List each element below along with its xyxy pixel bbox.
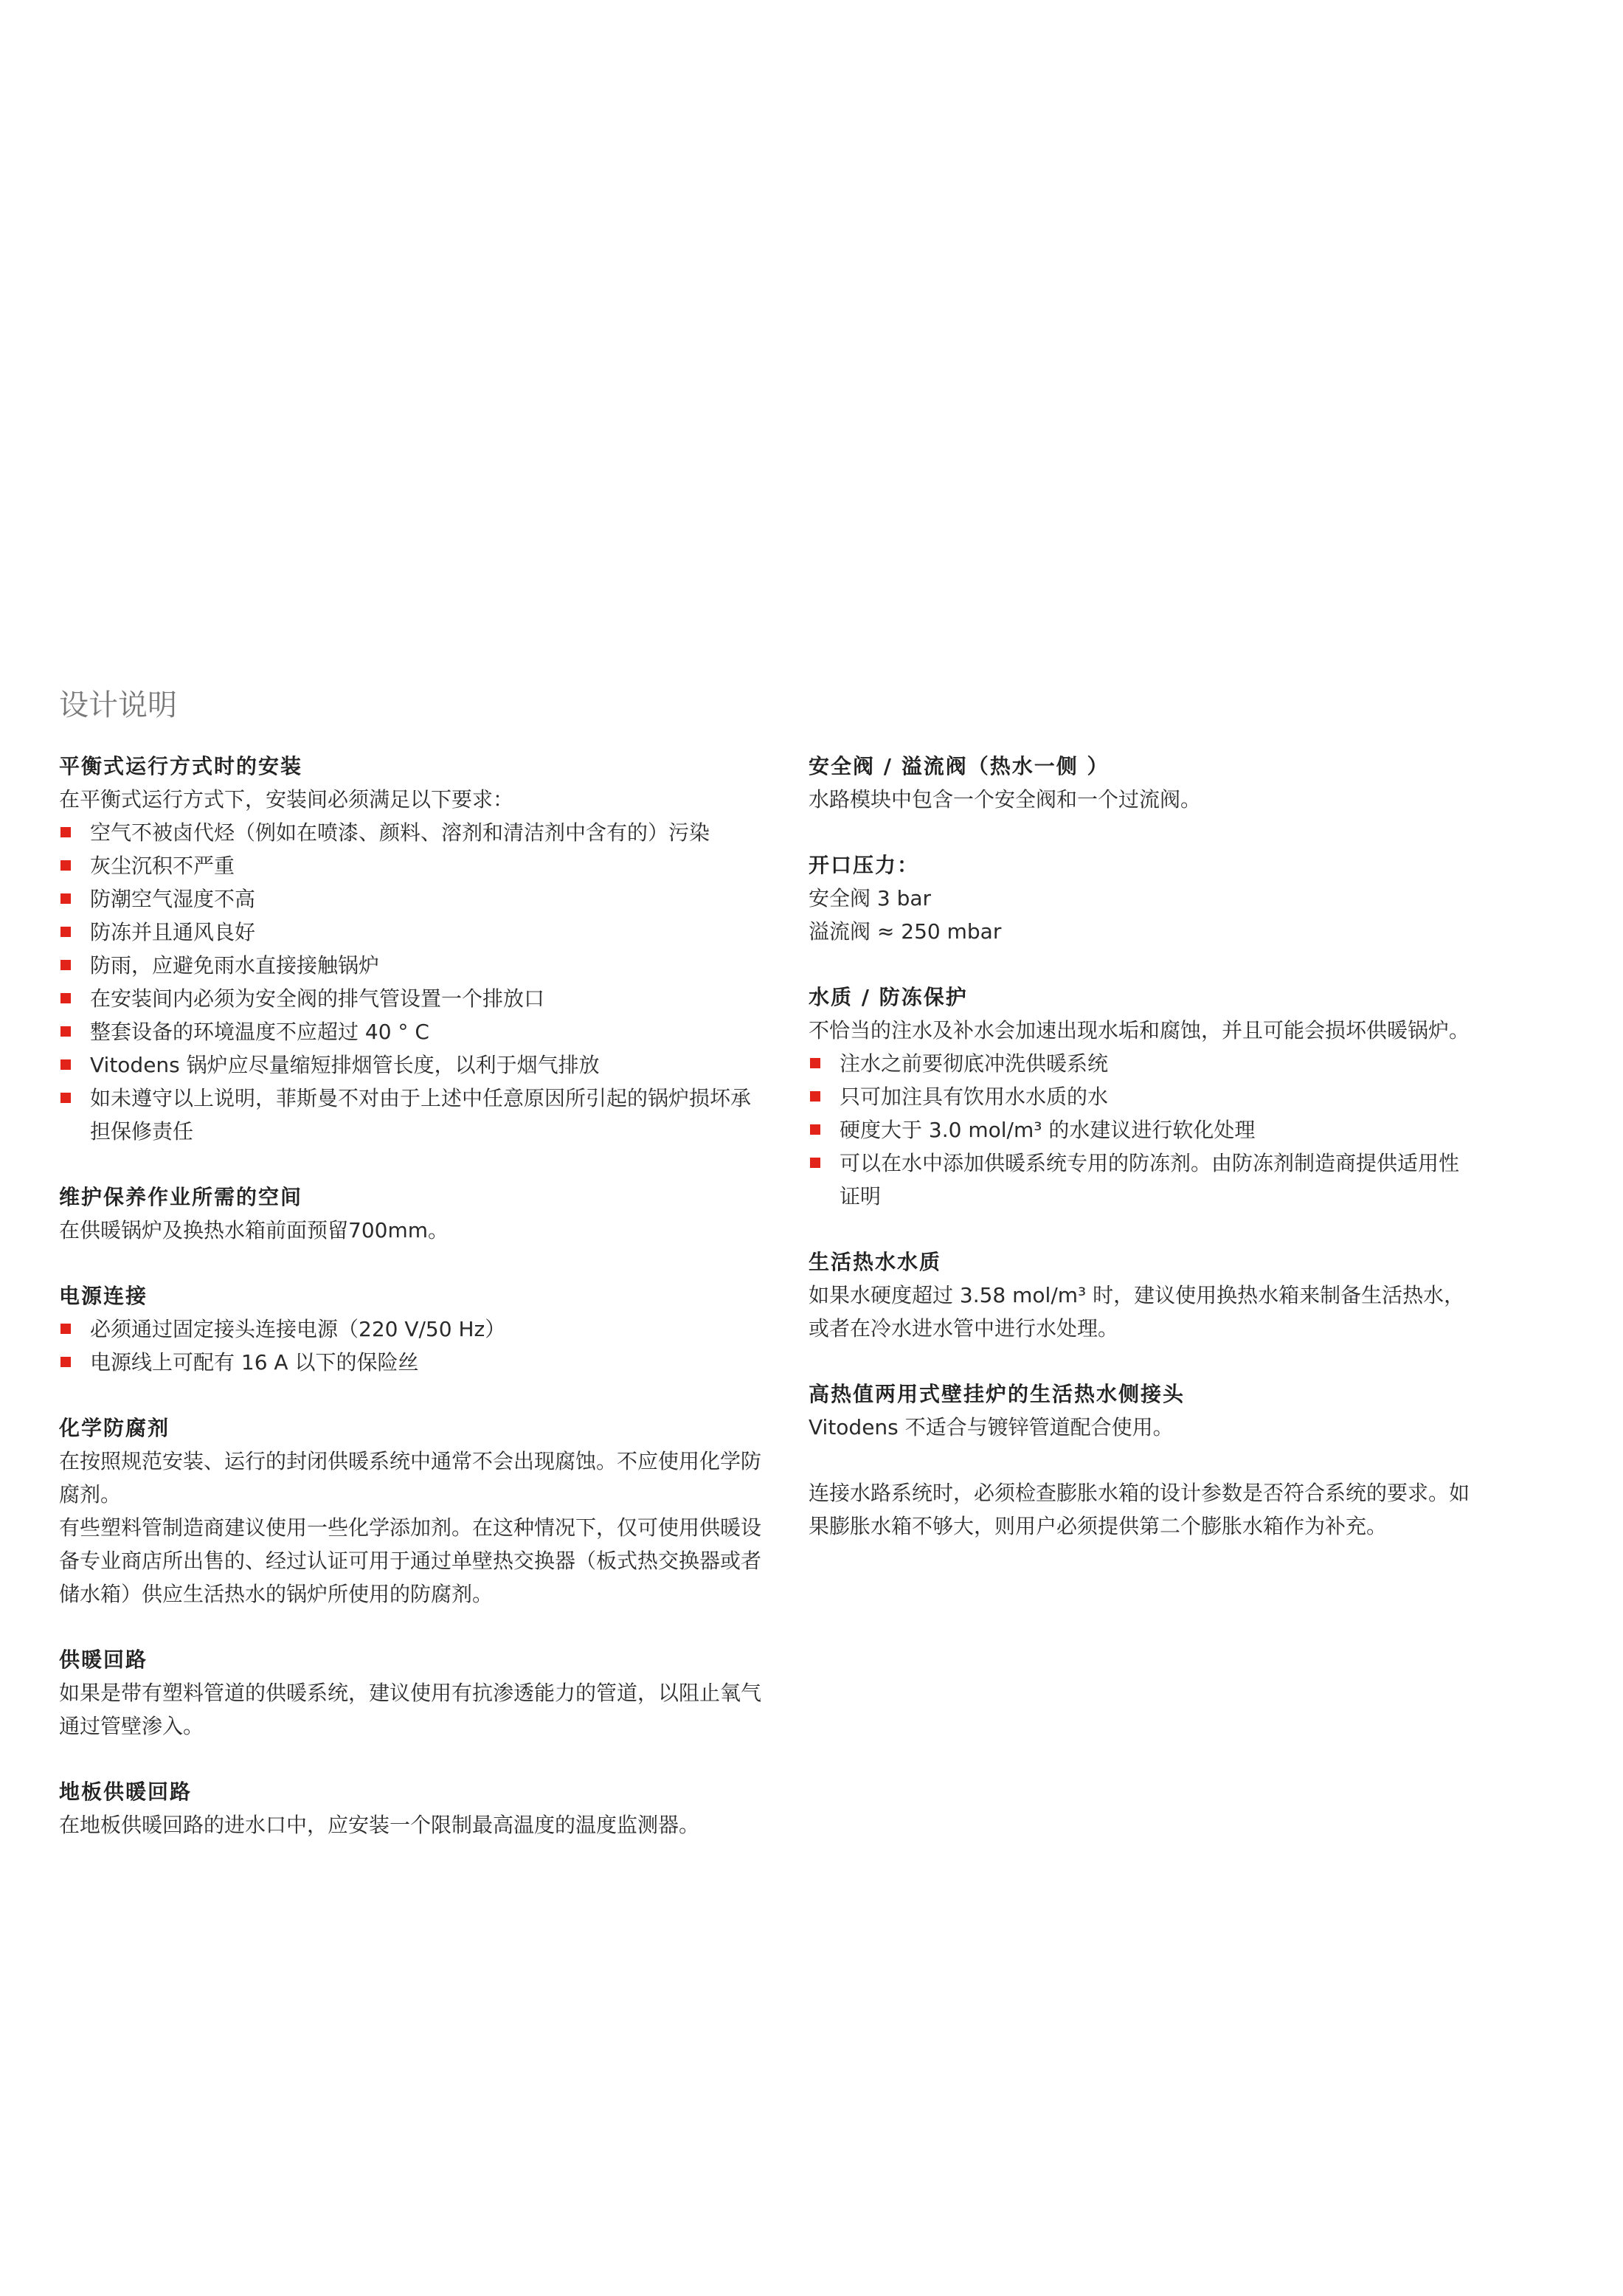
bullet-square-icon bbox=[60, 893, 71, 904]
list-item bbox=[59, 916, 767, 949]
list-item bbox=[59, 1015, 767, 1048]
section-floor-heating-circuit bbox=[59, 1775, 767, 1842]
section-combi-boiler-connection bbox=[809, 1377, 1473, 1444]
section-maintenance-space bbox=[59, 1180, 767, 1247]
section-heading: 平衡式运行方式时的安装 bbox=[59, 754, 303, 778]
list-item-text: Vitodens 锅炉应尽量缩短排烟管长度，以利于烟气排放 bbox=[90, 1053, 600, 1077]
bullet-square-icon bbox=[60, 860, 71, 871]
bullet-square-icon bbox=[810, 1091, 820, 1102]
list-item bbox=[59, 1346, 767, 1379]
bullet-square-icon bbox=[60, 993, 71, 1003]
section-heading: 安全阀 / 溢流阀（热水一侧 ） bbox=[809, 754, 1110, 778]
list-item bbox=[59, 816, 767, 849]
bullet-square-icon bbox=[60, 927, 71, 937]
right-column bbox=[809, 750, 1473, 1575]
list-item-text: 硬度大于 3.0 mol/m³ 的水建议进行软化处理 bbox=[840, 1118, 1256, 1142]
section-heading: 供暖回路 bbox=[59, 1647, 148, 1672]
list-item-text: 防潮空气湿度不高 bbox=[90, 887, 256, 911]
section-paragraph: 在按照规范安装、运行的封闭供暖系统中通常不会出现腐蚀。不应使用化学防腐剂。 bbox=[59, 1449, 762, 1507]
bullet-square-icon bbox=[810, 1158, 820, 1168]
pressure-line: 溢流阀 ≈ 250 mbar bbox=[809, 919, 1002, 944]
list-item-text: 只可加注具有饮用水水质的水 bbox=[840, 1085, 1109, 1109]
section-hot-water-quality bbox=[809, 1245, 1473, 1345]
section-heading: 生活热水水质 bbox=[809, 1250, 942, 1274]
list-item bbox=[809, 1113, 1473, 1147]
list-item bbox=[59, 1048, 767, 1082]
section-text: 在供暖锅炉及换热水箱前面预留700mm。 bbox=[59, 1218, 449, 1242]
section-balanced-flue-installation bbox=[59, 750, 767, 1148]
list-item bbox=[59, 1313, 767, 1346]
section-heading: 开口压力： bbox=[809, 853, 920, 877]
section-heading: 维护保养作业所需的空间 bbox=[59, 1185, 303, 1209]
bullet-square-icon bbox=[60, 1059, 71, 1070]
list-item-text: 注水之前要彻底冲洗供暖系统 bbox=[840, 1051, 1109, 1076]
bullet-square-icon bbox=[60, 1324, 71, 1334]
section-safety-valve bbox=[809, 750, 1473, 816]
list-item bbox=[809, 1147, 1473, 1213]
list-item-text: 灰尘沉积不严重 bbox=[90, 854, 235, 878]
list-item bbox=[59, 849, 767, 882]
bullet-square-icon bbox=[810, 1124, 820, 1135]
section-expansion-tank bbox=[809, 1476, 1473, 1543]
section-heading: 高热值两用式壁挂炉的生活热水侧接头 bbox=[809, 1382, 1186, 1406]
bullet-square-icon bbox=[60, 827, 71, 837]
section-heading: 地板供暖回路 bbox=[59, 1780, 193, 1804]
list-item bbox=[59, 882, 767, 916]
list-item-text: 必须通过固定接头连接电源（220 V/50 Hz） bbox=[90, 1317, 506, 1341]
list-item bbox=[59, 982, 767, 1015]
requirements-list bbox=[59, 816, 767, 1148]
bullet-square-icon bbox=[60, 1093, 71, 1103]
section-text: 如果是带有塑料管道的供暖系统，建议使用有抗渗透能力的管道，以阻止氧气通过管壁渗入。 bbox=[59, 1681, 762, 1738]
list-item-text: 整套设备的环境温度不应超过 40 ° C bbox=[90, 1020, 429, 1044]
section-heading: 水质 / 防冻保护 bbox=[809, 985, 968, 1009]
list-item-text: 如未遵守以上说明，菲斯曼不对由于上述中任意原因所引起的锅炉损坏承担保修责任 bbox=[90, 1086, 752, 1144]
section-opening-pressure bbox=[809, 848, 1473, 948]
section-intro: 在平衡式运行方式下，安装间必须满足以下要求： bbox=[59, 787, 514, 812]
section-heading: 化学防腐剂 bbox=[59, 1416, 170, 1440]
list-item-text: 可以在水中添加供暖系统专用的防冻剂。由防冻剂制造商提供适用性证明 bbox=[840, 1151, 1460, 1208]
section-text: 在地板供暖回路的进水口中，应安装一个限制最高温度的温度监测器。 bbox=[59, 1813, 700, 1837]
section-text: 水路模块中包含一个安全阀和一个过流阀。 bbox=[809, 787, 1202, 812]
section-water-quality bbox=[809, 981, 1473, 1213]
list-item-text: 在安装间内必须为安全阀的排气管设置一个排放口 bbox=[90, 986, 545, 1011]
power-list bbox=[59, 1313, 767, 1379]
list-item bbox=[809, 1080, 1473, 1113]
list-item-text: 电源线上可配有 16 A 以下的保险丝 bbox=[90, 1350, 419, 1375]
section-text: Vitodens 不适合与镀锌管道配合使用。 bbox=[809, 1415, 1174, 1439]
section-heating-circuit bbox=[59, 1643, 767, 1743]
list-item bbox=[59, 949, 767, 982]
list-item-text: 防雨，应避免雨水直接接触锅炉 bbox=[90, 953, 380, 978]
bullet-square-icon bbox=[810, 1058, 820, 1068]
section-heading: 电源连接 bbox=[59, 1284, 148, 1308]
pressure-line: 安全阀 3 bar bbox=[809, 886, 932, 910]
section-text: 连接水路系统时，必须检查膨胀水箱的设计参数是否符合系统的要求。如果膨胀水箱不够大，则用户必须提供第二个膨胀水箱作为补充。 bbox=[809, 1481, 1470, 1538]
list-item-text: 防冻并且通风良好 bbox=[90, 920, 256, 944]
section-text: 不恰当的注水及补水会加速出现水垢和腐蚀，并且可能会损坏供暖锅炉。 bbox=[809, 1018, 1470, 1042]
list-item-text: 空气不被卤代烃（例如在喷漆、颜料、溶剂和清洁剂中含有的）污染 bbox=[90, 820, 710, 845]
section-power-connection bbox=[59, 1279, 767, 1379]
page-title: 设计说明 bbox=[59, 688, 177, 722]
bullet-square-icon bbox=[60, 960, 71, 970]
bullet-square-icon bbox=[60, 1357, 71, 1367]
section-chemical-anticorrosion bbox=[59, 1411, 767, 1611]
section-text: 如果水硬度超过 3.58 mol/m³ 时，建议使用换热水箱来制备生活热水，或者在冷水进水管中进行水处理。 bbox=[809, 1283, 1465, 1341]
left-column bbox=[59, 750, 767, 1874]
section-paragraph: 有些塑料管制造商建议使用一些化学添加剂。在这种情况下，仅可使用供暖设备专业商店所出售的、经过认证可用于通过单壁热交换器（板式热交换器或者储水箱）供应生活热水的锅炉所使用的防腐剂。 bbox=[59, 1515, 762, 1606]
bullet-square-icon bbox=[60, 1026, 71, 1037]
water-quality-list bbox=[809, 1047, 1473, 1213]
list-item bbox=[59, 1082, 767, 1148]
list-item bbox=[809, 1047, 1473, 1080]
